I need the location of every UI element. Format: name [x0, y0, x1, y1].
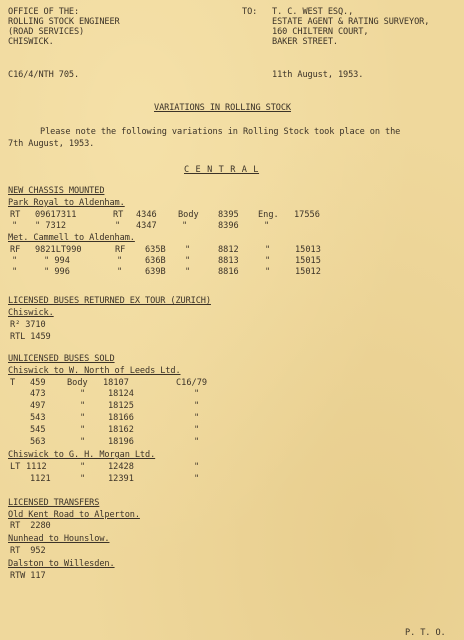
section-new-chassis-heading: NEW CHASSIS MOUNTED [8, 186, 105, 196]
cell: " 994 [44, 256, 70, 266]
cell: " [115, 221, 121, 231]
cell: " [194, 389, 200, 399]
section-new-chassis-sub1: Park Royal to Aldenham. [8, 198, 125, 208]
cell: 18125 [108, 401, 134, 411]
cell: 545 [30, 425, 46, 435]
cell: 18107 [103, 378, 129, 388]
letter-date: 11th August, 1953. [272, 70, 364, 80]
document-title: VARIATIONS IN ROLLING STOCK [154, 103, 291, 113]
cell: C16/79 [176, 378, 208, 388]
cell: 8816 [218, 267, 239, 277]
list-item: RTL 1459 [10, 332, 51, 342]
cell: " [80, 401, 86, 411]
section-returned-heading: LICENSED BUSES RETURNED EX TOUR (ZURICH) [8, 296, 211, 306]
cell: " [80, 413, 86, 423]
cell: 17556 [294, 210, 320, 220]
cell: " [80, 437, 86, 447]
intro-line-1: Please note the following variations in Rolling Stock took place on the [40, 127, 401, 137]
cell: " 996 [44, 267, 70, 277]
cell: " [80, 474, 86, 484]
cell: 459 [30, 378, 46, 388]
from-line-2: ROLLING STOCK ENGINEER [8, 17, 120, 27]
cell: 15015 [295, 256, 321, 266]
cell: Body [67, 378, 88, 388]
cell: " [12, 221, 18, 231]
cell: " [80, 462, 86, 472]
cell: 12391 [108, 474, 134, 484]
cell: 18124 [108, 389, 134, 399]
section-sold-sub1: Chiswick to W. North of Leeds Ltd. [8, 366, 181, 376]
cell: " [12, 256, 18, 266]
region-heading: C E N T R A L [184, 165, 260, 175]
section-returned-sub: Chiswick. [8, 308, 54, 318]
cell: Eng. [258, 210, 279, 220]
cell: 15012 [295, 267, 321, 277]
cell: 563 [30, 437, 46, 447]
to-line-2: ESTATE AGENT & RATING SURVEYOR, [272, 17, 430, 27]
cell: " [117, 256, 123, 266]
section-transfers-sub1: Old Kent Road to Alperton. [8, 510, 140, 520]
cell: RT [10, 210, 21, 220]
list-item: RT 952 [10, 546, 46, 556]
cell: " [80, 389, 86, 399]
cell: 8813 [218, 256, 239, 266]
cell: " 7312 [35, 221, 67, 231]
list-item: RTW 117 [10, 571, 46, 581]
from-line-4: CHISWICK. [8, 37, 54, 47]
cell: " [194, 437, 200, 447]
cell: LT [10, 462, 21, 472]
section-transfers-sub2: Nunhead to Hounslow. [8, 534, 110, 544]
section-sold-heading: UNLICENSED BUSES SOLD [8, 354, 115, 364]
list-item: R² 3710 [10, 320, 46, 330]
section-new-chassis-sub2: Met. Cammell to Aldenham. [8, 233, 135, 243]
cell: 18162 [108, 425, 134, 435]
list-item: RT 2280 [10, 521, 51, 531]
cell: 09617311 [35, 210, 77, 220]
cell: RF [115, 245, 126, 255]
cell: 8396 [218, 221, 239, 231]
cell: " [194, 425, 200, 435]
intro-line-2: 7th August, 1953. [8, 139, 95, 149]
section-transfers-sub3: Dalston to Willesden. [8, 559, 115, 569]
to-line-4: BAKER STREET. [272, 37, 338, 47]
from-line-1: OFFICE OF THE: [8, 7, 80, 17]
cell: " [194, 413, 200, 423]
cell: " [194, 462, 200, 472]
cell: T [10, 378, 16, 388]
cell: 473 [30, 389, 46, 399]
cell: 1112 [26, 462, 47, 472]
cell: " [182, 221, 188, 231]
cell: 543 [30, 413, 46, 423]
cell: " [12, 267, 18, 277]
cell: 15013 [295, 245, 321, 255]
cell: " [265, 267, 271, 277]
reference: C16/4/NTH 705. [8, 70, 80, 80]
section-sold-sub2: Chiswick to G. H. Morgan Ltd. [8, 450, 156, 460]
cell: 4347 [136, 221, 157, 231]
cell: 8395 [218, 210, 239, 220]
cell: 1121 [30, 474, 51, 484]
cell: " [185, 267, 191, 277]
cell: RF [10, 245, 21, 255]
to-line-3: 160 CHILTERN COURT, [272, 27, 369, 37]
cell: 9821LT990 [35, 245, 82, 255]
cell: " [185, 245, 191, 255]
cell: " [80, 425, 86, 435]
to-label: TO: [242, 7, 258, 17]
section-transfers-heading: LICENSED TRANSFERS [8, 498, 100, 508]
footer-pto: P. T. O. [405, 628, 446, 638]
cell: " [117, 267, 123, 277]
cell: 636B [145, 256, 166, 266]
cell: 4346 [136, 210, 157, 220]
cell: " [264, 221, 270, 231]
cell: 12428 [108, 462, 134, 472]
cell: 18196 [108, 437, 134, 447]
cell: 8812 [218, 245, 239, 255]
cell: " [194, 401, 200, 411]
cell: " [185, 256, 191, 266]
to-line-1: T. C. WEST ESQ., [272, 7, 354, 17]
cell: Body [178, 210, 199, 220]
cell: 18166 [108, 413, 134, 423]
cell: " [265, 256, 271, 266]
cell: 635B [145, 245, 166, 255]
cell: " [265, 245, 271, 255]
from-line-3: (ROAD SERVICES) [8, 27, 85, 37]
cell: " [194, 474, 200, 484]
cell: RT [113, 210, 124, 220]
cell: 497 [30, 401, 46, 411]
cell: 639B [145, 267, 166, 277]
